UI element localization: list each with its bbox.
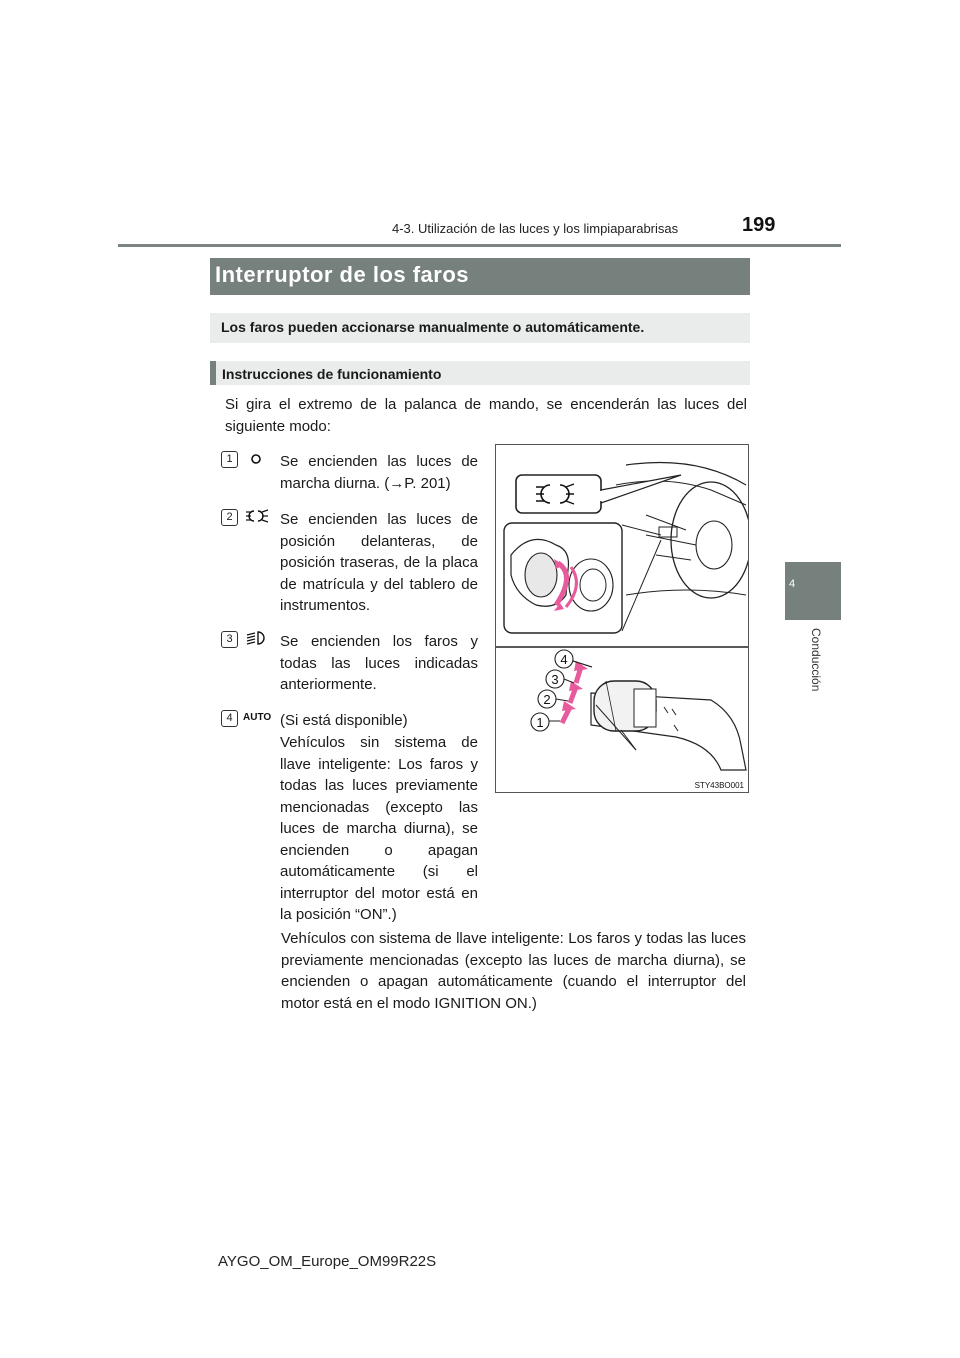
item-number: 2: [221, 509, 238, 526]
auto-icon: AUTO: [243, 712, 272, 723]
item-text: Se encienden los faros y todas las luces indicadas anteriormente.: [280, 633, 478, 693]
item-text: (Si está disponible): [280, 712, 408, 729]
item-number: 1: [221, 451, 238, 468]
page-number: 199: [742, 214, 776, 236]
item-text-detail: Vehículos sin sistema de llave inteligente: Los faros y todas las luces previamente mencionadas (excepto las luces de marcha diurna), se encienden o apagan automáticamente (si el interruptor del motor está en la posición “ON”.): [280, 734, 478, 923]
intro-paragraph: Si gira el extremo de la palanca de mando, se encenderán las luces del siguiente modo:: [225, 396, 747, 435]
item-text: Se encienden las luces de marcha diurna. (→P. 201): [280, 453, 478, 492]
headlight-switch-illustration: [495, 444, 749, 793]
chapter-tab-label: Conducción: [809, 628, 823, 692]
section-header: 4-3. Utilización de las luces y los limpiaparabrisas: [392, 221, 679, 236]
subheading: Instrucciones de funcionamiento: [222, 366, 442, 382]
parking-lights-icon: [244, 508, 274, 524]
document-footer: AYGO_OM_Europe_OM99R22S: [218, 1253, 437, 1270]
chapter-tab-number: 4: [789, 578, 796, 590]
item-number: 3: [221, 631, 238, 648]
figure-code: STY43BO001: [694, 781, 744, 790]
illustration-drawing: [496, 445, 748, 792]
closing-paragraph: Vehículos con sistema de llave inteligente: Los faros y todas las luces previamente mencionadas (excepto las luces de marcha diurna), se encienden o apagan automáticamente (cuando el interruptor del motor está en el modo IGNITION ON.): [281, 930, 746, 1012]
item-number: 4: [221, 710, 238, 727]
intro-text: Los faros pueden accionarse manualmente o automáticamente.: [221, 319, 645, 335]
callout-4: 4: [560, 652, 568, 667]
page-title: Interruptor de los faros: [215, 262, 470, 287]
callout-2: 2: [543, 692, 551, 707]
headlight-icon: [244, 630, 274, 646]
item-text: Se encienden las luces de posición delanteras, de posición traseras, de la placa de matrícula y del tablero de instrumentos.: [280, 511, 478, 614]
header-rule: [118, 244, 841, 247]
callout-3: 3: [551, 672, 559, 687]
callout-1: 1: [536, 715, 544, 730]
chapter-tab: [785, 562, 841, 620]
off-circle-icon: [248, 452, 278, 468]
